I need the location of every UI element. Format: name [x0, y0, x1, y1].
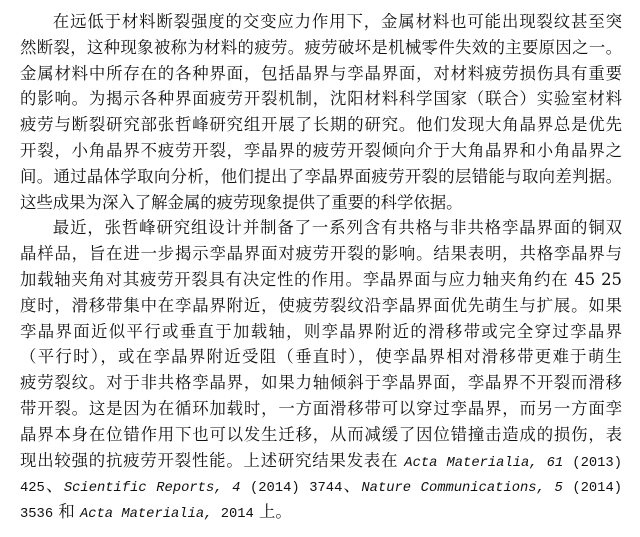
paragraph-1-line-6: 开裂，小角晶界不疲劳开裂，孪晶界的疲劳开裂倾向介于大角晶界和小角晶界之	[20, 140, 622, 160]
document-body	[20, 9, 622, 525]
journal-name: Acta Materialia,	[79, 507, 213, 523]
journal-name: Scientific Reports, 4	[63, 481, 241, 497]
citation-details: (2014) 3744	[240, 481, 343, 497]
paragraph-2-line-7: 疲劳裂纹。对于非共格孪晶界，如果力轴倾斜于孪晶界面，孪晶界不开裂而滑移	[20, 373, 622, 393]
separator: 、	[342, 476, 362, 496]
body-text: 上。	[253, 502, 292, 522]
citation-details: 3536	[20, 507, 54, 523]
paragraph-1-line-2: 然断裂，这种现象被称为材料的疲劳。疲劳破坏是机械零件失效的主要原因之一。	[20, 37, 622, 57]
paragraph-2-line-12	[20, 499, 622, 525]
citation-details: 425	[20, 481, 45, 497]
paragraph-2-line-6: （平行时），或在孪晶界附近受阻（垂直时），使孪晶界相对滑移带更难于萌生	[20, 347, 622, 367]
separator: 、	[44, 476, 64, 496]
citation-details: 2014	[212, 507, 254, 523]
paragraph-2	[20, 215, 622, 525]
citation-details: (2013)	[563, 455, 622, 471]
paragraph-2-line-2: 晶样品，旨在进一步揭示孪晶界面对疲劳开裂的影响。结果表明，共格孪晶界与	[20, 244, 622, 264]
paragraph-2-line-9: 晶界本身在位错作用下也可以发生迁移，从而减缓了因位错撞击造成的损伤，表	[20, 424, 622, 444]
paragraph-2-line-8: 带开裂。这是因为在循环加载时，一方面滑移带可以穿过孪晶界，而另一方面孪	[20, 398, 622, 418]
paragraph-2-line-3: 加载轴夹角对其疲劳开裂具有决定性的作用。孪晶界面与应力轴夹角约在 45 25	[20, 269, 622, 289]
citation-details: (2014)	[562, 481, 622, 497]
paragraph-1-line-3: 金属材料中所存在的各种界面，包括晶界与孪晶界面，对材料疲劳损伤具有重要	[20, 63, 622, 83]
paragraph-2-line-11	[20, 473, 622, 499]
paragraph-2-line-10	[20, 448, 622, 474]
body-text: 现出较强的抗疲劳开裂性能。上述研究结果发表在	[20, 450, 405, 470]
paragraph-1-line-7: 间。通过晶体学取向分析，他们提出了孪晶界面疲劳开裂的层错能与取向差判据。	[20, 166, 622, 186]
paragraph-1-line-8: 这些成果为深入了解金属的疲劳现象提供了重要的科学依据。	[20, 192, 463, 212]
paragraph-2-line-1: 最近，张哲峰研究组设计并制备了一系列含有共格与非共格孪晶界面的铜双	[52, 218, 622, 238]
paragraph-2-line-4: 度时，滑移带集中在孪晶界附近，使疲劳裂纹沿孪晶界面优先萌生与扩展。如果	[20, 295, 622, 315]
body-text: 和	[53, 502, 80, 522]
paragraph-2-line-5: 孪晶界面近似平行或垂直于加载轴，则孪晶界附近的滑移带或完全穿过孪晶界	[20, 321, 622, 341]
paragraph-1-line-4: 的影响。为揭示各种界面疲劳开裂机制，沈阳材料科学国家（联合）实验室材料	[20, 89, 622, 109]
journal-name: Acta Materialia, 61	[404, 455, 564, 471]
journal-name: Nature Communications, 5	[361, 481, 563, 497]
paragraph-1-line-1: 在远低于材料断裂强度的交变应力作用下，金属材料也可能出现裂纹甚至突	[52, 12, 622, 31]
paragraph-1-line-5: 疲劳与断裂研究部张哲峰研究组开展了长期的研究。他们发现大角晶界总是优先	[20, 115, 622, 135]
paragraph-1	[20, 9, 622, 215]
